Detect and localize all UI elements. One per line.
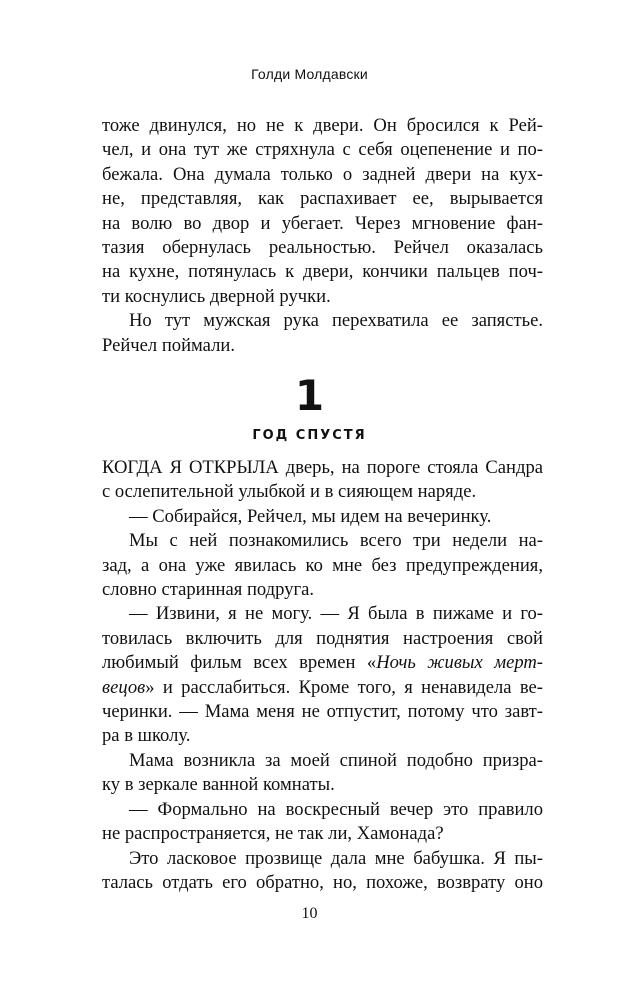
text-line: черинки. — Мама меня не отпустит, потому что завт- [102,701,543,723]
text-line: бежала. Она думала только о задней двери на кух- [102,163,543,185]
text-line: Это ласковое прозвище дала мне бабушка. Я пы- [129,847,543,869]
text-line: Но тут мужская рука перехватила ее запястье. [129,310,543,332]
paragraph [102,114,543,309]
film-title-italic: Ночь живых мерт- [376,652,543,674]
text-line: ра в школу. [102,725,191,747]
paragraph [102,749,543,798]
text-line: товилась включить для поднятия настроения свой [102,627,543,649]
chapter-text [102,456,543,895]
paragraph [102,456,543,505]
paragraph [102,529,543,602]
text-line: — Собирайся, Рейчел, мы идем на вечеринку. [129,505,492,527]
text-line: Мама возникла за моей спиной подобно призра- [129,749,543,771]
text-run: любимый фильм всех времен « [102,652,377,674]
text-line: ти коснулись дверной ручки. [102,285,331,307]
paragraph [102,847,543,896]
text-line: на кухне, потянулась к двери, кончики пальцев поч- [102,261,543,283]
text-line: Рейчел поймали. [102,334,235,356]
text-line [102,651,543,675]
text-line: на волю во двор и убегает. Через мгновение фан- [102,212,543,234]
previous-section-text [102,114,543,358]
text-line: не, представляя, как распахивает ее, вырывается [102,188,543,210]
text-run: » и расслабиться. Кроме того, я ненавидела ве- [145,676,543,698]
paragraph [102,602,543,748]
text-line [102,676,543,700]
text-line: КОГДА Я ОТКРЫЛА дверь, на пороге стояла Сандра [102,457,543,478]
paragraph [102,309,543,358]
text-line: не распространяется, не так ли, Хамонада? [102,823,444,845]
text-line: Мы с ней познакомились всего три недели на- [129,530,543,552]
text-line: зад, а она уже явилась ко мне без предупреждения, [102,554,543,576]
text-line: чел, и она тут же стряхнула с себя оцепенение и по- [102,139,543,161]
text-line: тоже двинулся, но не к двери. Он бросился к Рей- [102,115,543,136]
film-title-italic: вецов [102,676,146,698]
text-line: ку в зеркале ванной комнаты. [102,774,335,796]
running-head: Голди Молдавски [251,66,368,82]
text-line: — Извини, я не могу. — Я была в пижаме и го- [129,603,543,625]
paragraph [102,505,543,529]
text-line: талась отдать его обратно, но, похоже, возврату оно [102,871,543,893]
page-number: 10 [301,905,318,922]
text-line: — Формально на воскресный вечер это правило [129,798,543,820]
text-line: словно старинная подруга. [102,579,315,601]
chapter-number: 1 [294,371,325,420]
chapter-subtitle: ГОД СПУСТЯ [252,428,367,443]
text-line: тазия обернулась реальностью. Рейчел оказалась [102,237,543,259]
text-line: с ослепительной улыбкой и в сияющем наряде. [102,481,477,503]
paragraph [102,798,543,847]
